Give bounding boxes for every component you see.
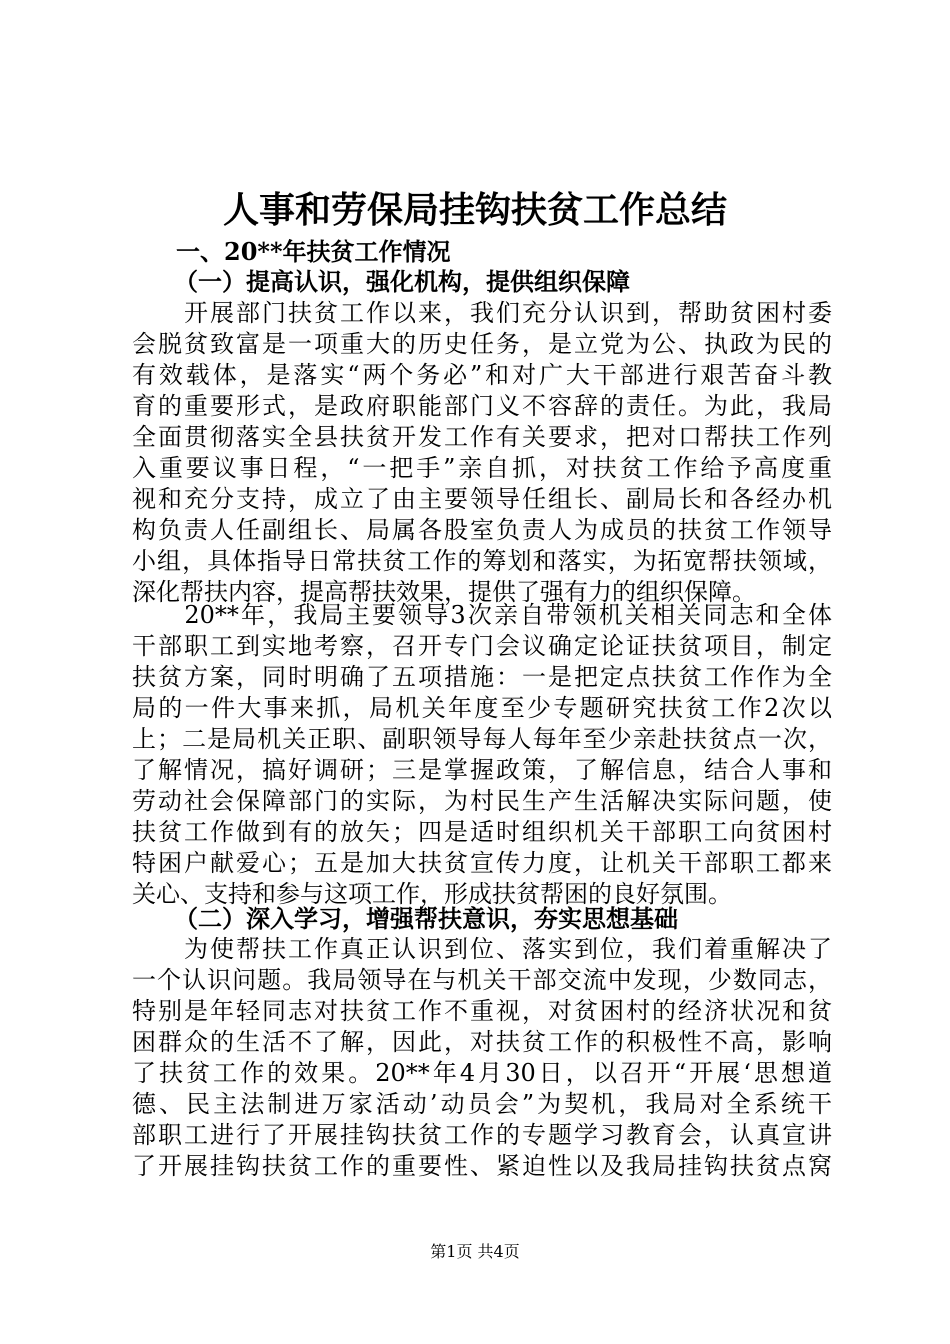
page-footer: 第1页 共4页: [430, 1242, 520, 1261]
paragraph-line: 构负责人任副组长、局属各股室负责人为成员的扶贫工作领导: [132, 516, 832, 544]
paragraph-line: 有效载体，是落实“两个务必”和对广大干部进行艰苦奋斗教: [132, 361, 832, 389]
paragraph-line: 困群众的生活不了解，因此，对扶贫工作的积极性不高，影响: [132, 1028, 832, 1056]
paragraph-line: 深化帮扶内容，提高帮扶效果，提供了强有力的组织保障。: [132, 578, 756, 606]
paragraph-line: 了开展挂钩扶贫工作的重要性、紧迫性以及我局挂钩扶贫点窝: [132, 1152, 832, 1180]
paragraph-line: 特困户献爱心；五是加大扶贫宣传力度，让机关干部职工都来: [132, 849, 832, 877]
subsection-heading-2: （二）深入学习，增强帮扶意识，夯实思想基础: [174, 904, 678, 933]
paragraph-1: [132, 298, 832, 608]
paragraph-line: 上；二是局机关正职、副职领导每人每年至少亲赴扶贫点一次，: [132, 725, 832, 753]
paragraph-line: 了扶贫工作的效果。20**年4月30日，以召开“开展‘思想道: [132, 1059, 832, 1087]
paragraph-line: 20**年，我局主要领导3次亲自带领机关相关同志和全体: [132, 601, 832, 629]
paragraph-line: 视和充分支持，成立了由主要领导任组长、副局长和各经办机: [132, 485, 832, 513]
paragraph-line: 小组，具体指导日常扶贫工作的筹划和落实，为拓宽帮扶领域，: [132, 547, 832, 575]
paragraph-line: 了解情况，搞好调研；三是掌握政策，了解信息，结合人事和: [132, 756, 832, 784]
paragraph-line: 劳动社会保障部门的实际，为村民生产生活解决实际问题，使: [132, 787, 832, 815]
paragraph-line: 扶贫工作做到有的放矢；四是适时组织机关干部职工向贫困村: [132, 818, 832, 846]
paragraph-line: 全面贯彻落实全县扶贫开发工作有关要求，把对口帮扶工作列: [132, 423, 832, 451]
paragraph-3: [132, 934, 832, 1182]
paragraph-line: 开展部门扶贫工作以来，我们充分认识到，帮助贫困村委: [132, 299, 832, 327]
paragraph-line: 特别是年轻同志对扶贫工作不重视，对贫困村的经济状况和贫: [132, 997, 832, 1025]
paragraph-line: 局的一件大事来抓，局机关年度至少专题研究扶贫工作2次以: [132, 694, 832, 722]
paragraph-line: 扶贫方案，同时明确了五项措施：一是把定点扶贫工作作为全: [132, 663, 832, 691]
paragraph-line: 为使帮扶工作真正认识到位、落实到位，我们着重解决了: [132, 935, 832, 963]
document-title: 人事和劳保局挂钩扶贫工作总结: [222, 189, 727, 231]
paragraph-2: [132, 600, 832, 910]
paragraph-line: 关心、支持和参与这项工作，形成扶贫帮困的良好氛围。: [132, 880, 732, 908]
paragraph-line: 会脱贫致富是一项重大的历史任务，是立党为公、执政为民的: [132, 330, 832, 358]
paragraph-line: 部职工进行了开展挂钩扶贫工作的专题学习教育会，认真宣讲: [132, 1121, 832, 1149]
paragraph-line: 德、民主法制进万家活动’动员会”为契机，我局对全系统干: [132, 1090, 832, 1118]
paragraph-line: 入重要议事日程，“一把手”亲自抓，对扶贫工作给予高度重: [132, 454, 832, 482]
paragraph-line: 一个认识问题。我局领导在与机关干部交流中发现，少数同志，: [132, 966, 832, 994]
subsection-heading-1: （一）提高认识，强化机构，提供组织保障: [174, 267, 630, 296]
section-heading-1: 一、20**年扶贫工作情况: [176, 237, 451, 266]
paragraph-line: 干部职工到实地考察，召开专门会议确定论证扶贫项目，制定: [132, 632, 832, 660]
paragraph-line: 育的重要形式，是政府职能部门义不容辞的责任。为此，我局: [132, 392, 832, 420]
